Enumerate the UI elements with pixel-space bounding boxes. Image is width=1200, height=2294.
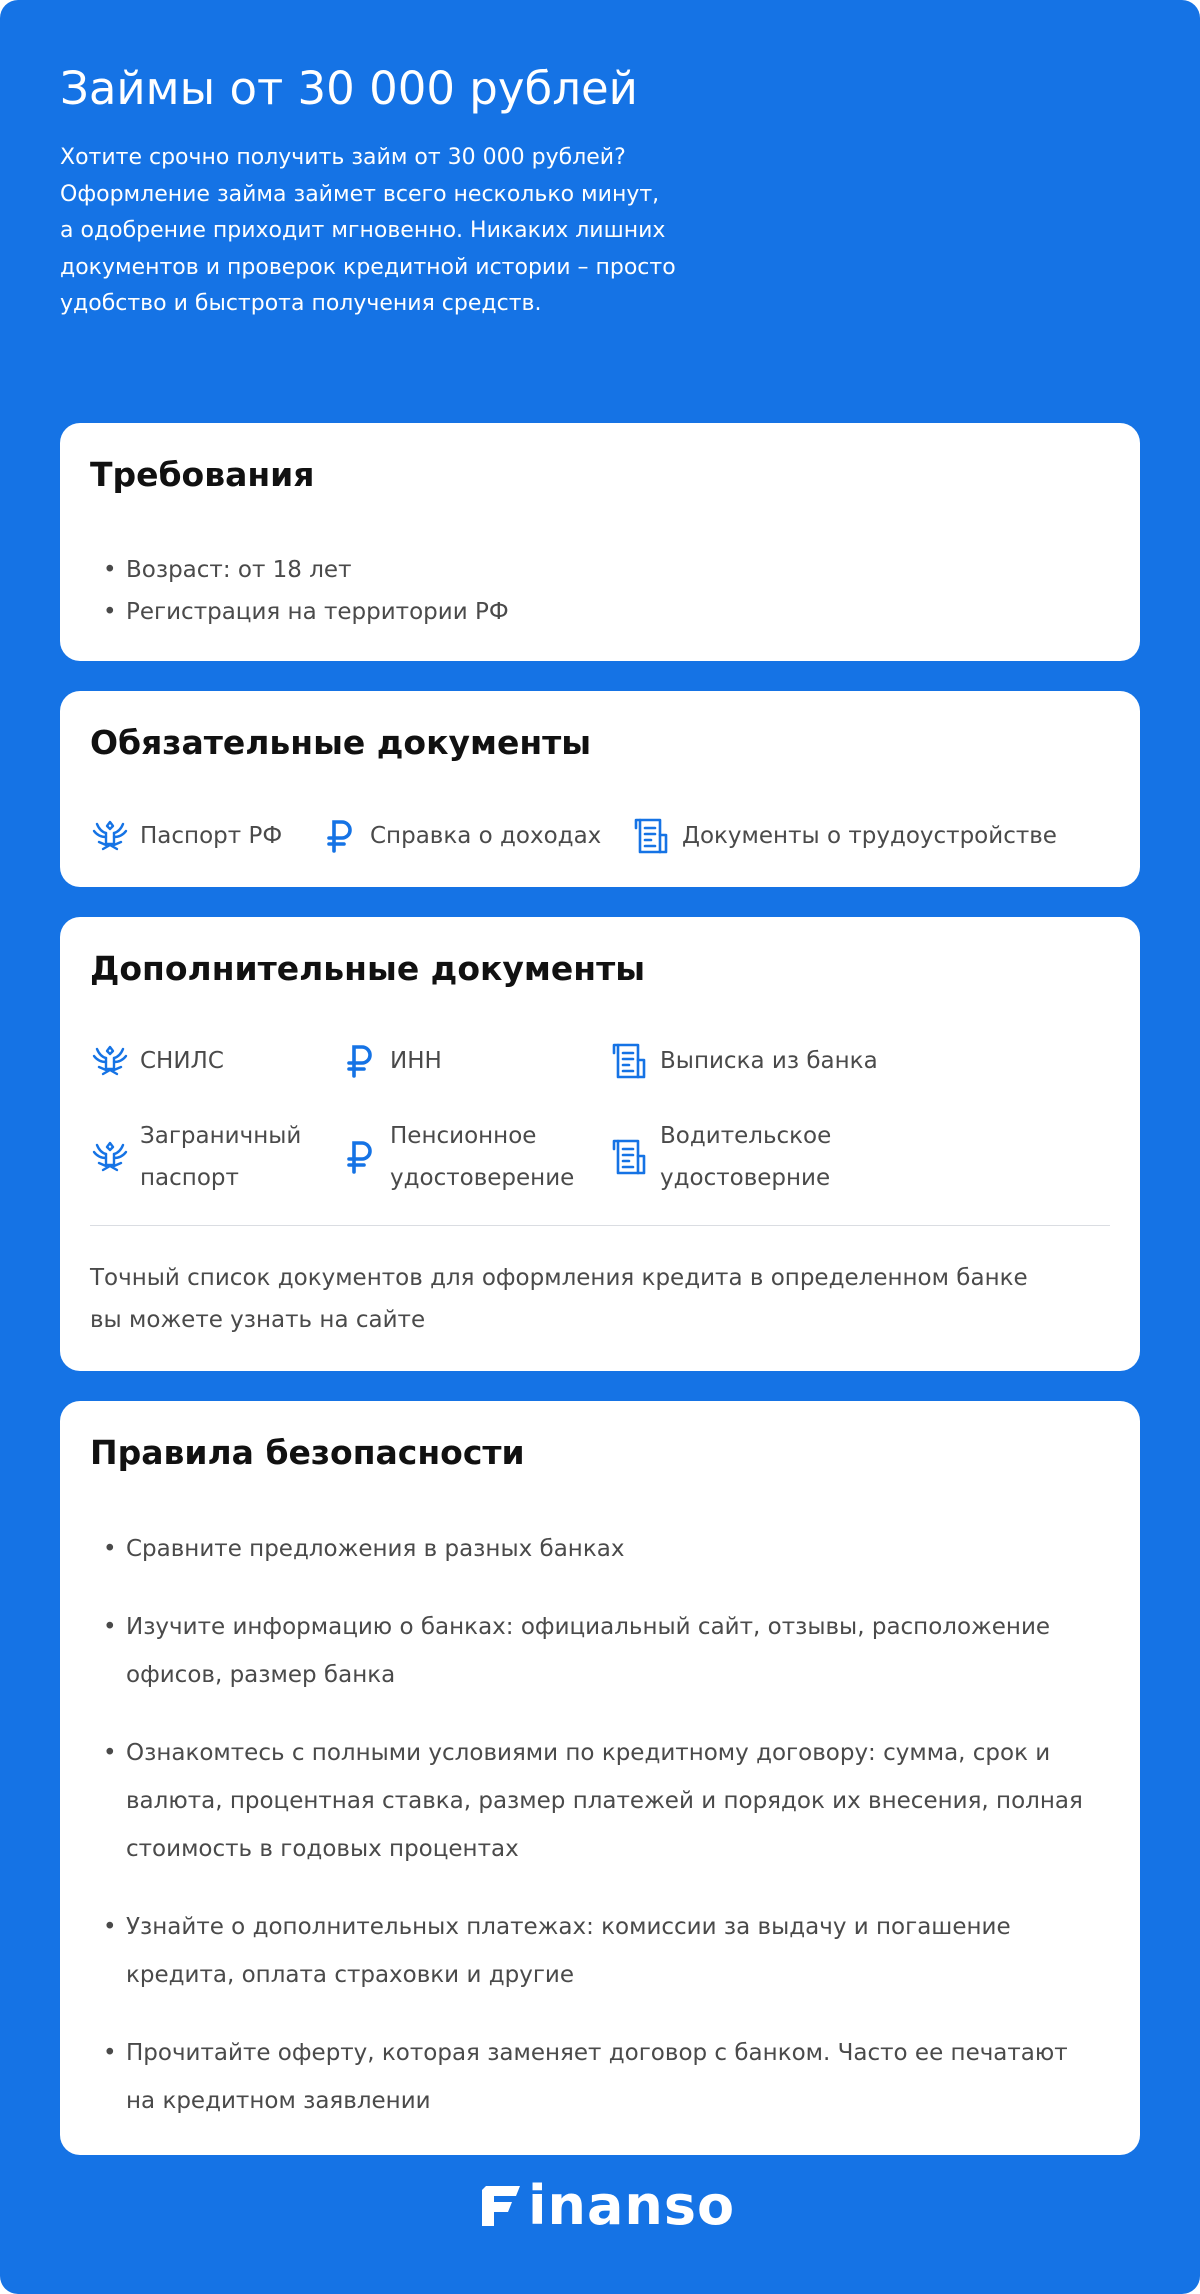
ruble-icon	[340, 1137, 380, 1177]
bullet-icon: •	[103, 2040, 117, 2066]
list-item-line: валюта, процентная ставка, размер платежей и порядок их внесения, полная	[126, 1788, 1083, 1814]
label-line: Заграничный	[140, 1123, 302, 1149]
emblem-icon	[90, 1137, 130, 1177]
bullet-icon: •	[103, 557, 117, 583]
document-icon	[610, 1041, 650, 1081]
list-item	[90, 1729, 1110, 1873]
finanso-logo-text: inanso	[528, 2174, 736, 2237]
doc-item-label: Справка о доходах	[370, 823, 602, 849]
list-item	[90, 1903, 1110, 1999]
requirements-list	[90, 549, 1110, 633]
emblem-icon	[90, 816, 130, 856]
doc-item-label: Документы о трудоустройстве	[682, 823, 1057, 849]
list-item-line: офисов, размер банка	[126, 1662, 396, 1688]
doc-item-foreign-passport	[90, 1115, 301, 1199]
list-item-text: Возраст: от 18 лет	[126, 557, 352, 583]
label-line: удостоверние	[660, 1165, 831, 1191]
description-line: документов и проверок кредитной истории – просто	[60, 254, 676, 280]
bullet-icon: •	[103, 1914, 117, 1940]
note-line: вы можете узнать на сайте	[90, 1307, 426, 1333]
doc-item-label: Паспорт РФ	[140, 823, 283, 849]
documents-note	[90, 1257, 1090, 1341]
requirements-title: Требования	[90, 455, 315, 494]
description-line: а одобрение приходит мгновенно. Никаких лишних	[60, 218, 666, 243]
list-item	[90, 549, 1110, 591]
list-item-line: Сравните предложения в разных банках	[126, 1536, 625, 1562]
doc-item-driver-license	[610, 1115, 831, 1199]
doc-item-label	[140, 1115, 301, 1199]
label-line: Водительское	[660, 1123, 832, 1149]
doc-item-label: ИНН	[390, 1048, 442, 1074]
emblem-icon	[90, 1041, 130, 1081]
finanso-logo	[478, 2174, 736, 2237]
description-line: Хотите срочно получить займ от 30 000 рублей?	[60, 145, 626, 170]
document-icon	[632, 816, 672, 856]
doc-item-snils	[90, 1041, 224, 1081]
doc-item-income	[320, 816, 601, 856]
label-line: Пенсионное	[390, 1123, 537, 1149]
doc-item-label	[390, 1115, 574, 1199]
document-icon	[610, 1137, 650, 1177]
bullet-icon: •	[103, 1614, 117, 1640]
doc-item-pension-certificate	[340, 1115, 574, 1199]
ruble-icon	[320, 816, 360, 856]
required-docs-card	[60, 691, 1140, 887]
label-line: паспорт	[140, 1165, 239, 1191]
list-item-line: Изучите информацию о банках: официальный сайт, отзывы, расположение	[126, 1614, 1051, 1640]
list-item	[90, 1525, 1110, 1573]
description-line: Оформление займа займет всего несколько минут,	[60, 181, 660, 207]
doc-item-label: Выписка из банка	[660, 1048, 878, 1074]
divider	[90, 1225, 1110, 1226]
list-item-line: Узнайте о дополнительных платежах: комиссии за выдачу и погашение	[126, 1914, 1011, 1940]
description-line: удобство и быстрота получения средств.	[60, 291, 542, 316]
doc-item-label: СНИЛС	[140, 1048, 224, 1074]
doc-item-employment	[632, 816, 1057, 856]
safety-list	[90, 1525, 1110, 2125]
list-item	[90, 1603, 1110, 1699]
doc-item-passport	[90, 816, 282, 856]
label-line: удостоверение	[390, 1165, 575, 1191]
note-line: Точный список документов для оформления кредита в определенном банке	[90, 1265, 1028, 1291]
additional-docs-card	[60, 917, 1140, 1371]
list-item-line: Ознакомтесь с полными условиями по кредитному договору: сумма, срок и	[126, 1740, 1051, 1766]
additional-docs-title: Дополнительные документы	[90, 949, 646, 988]
list-item-line: на кредитном заявлении	[126, 2088, 431, 2114]
list-item	[90, 2029, 1110, 2125]
doc-item-inn	[340, 1041, 442, 1081]
bullet-icon: •	[103, 1740, 117, 1766]
doc-item-bank-statement	[610, 1041, 878, 1081]
list-item-line: стоимость в годовых процентах	[126, 1836, 519, 1862]
required-docs-title: Обязательные документы	[90, 723, 592, 762]
bullet-icon: •	[103, 1536, 117, 1562]
safety-card	[60, 1401, 1140, 2155]
list-item-line: Прочитайте оферту, которая заменяет договор с банком. Часто ее печатают	[126, 2040, 1068, 2066]
doc-item-label	[660, 1115, 831, 1199]
list-item-line: кредита, оплата страховки и другие	[126, 1962, 574, 1988]
ruble-icon	[340, 1041, 380, 1081]
page-title: Займы от 30 000 рублей	[60, 62, 638, 115]
requirements-card	[60, 423, 1140, 661]
finanso-logo-icon	[478, 2182, 526, 2230]
bullet-icon: •	[103, 599, 117, 625]
safety-title: Правила безопасности	[90, 1433, 525, 1472]
page-description	[60, 140, 780, 323]
list-item-text: Регистрация на территории РФ	[126, 599, 509, 625]
list-item	[90, 591, 1110, 633]
